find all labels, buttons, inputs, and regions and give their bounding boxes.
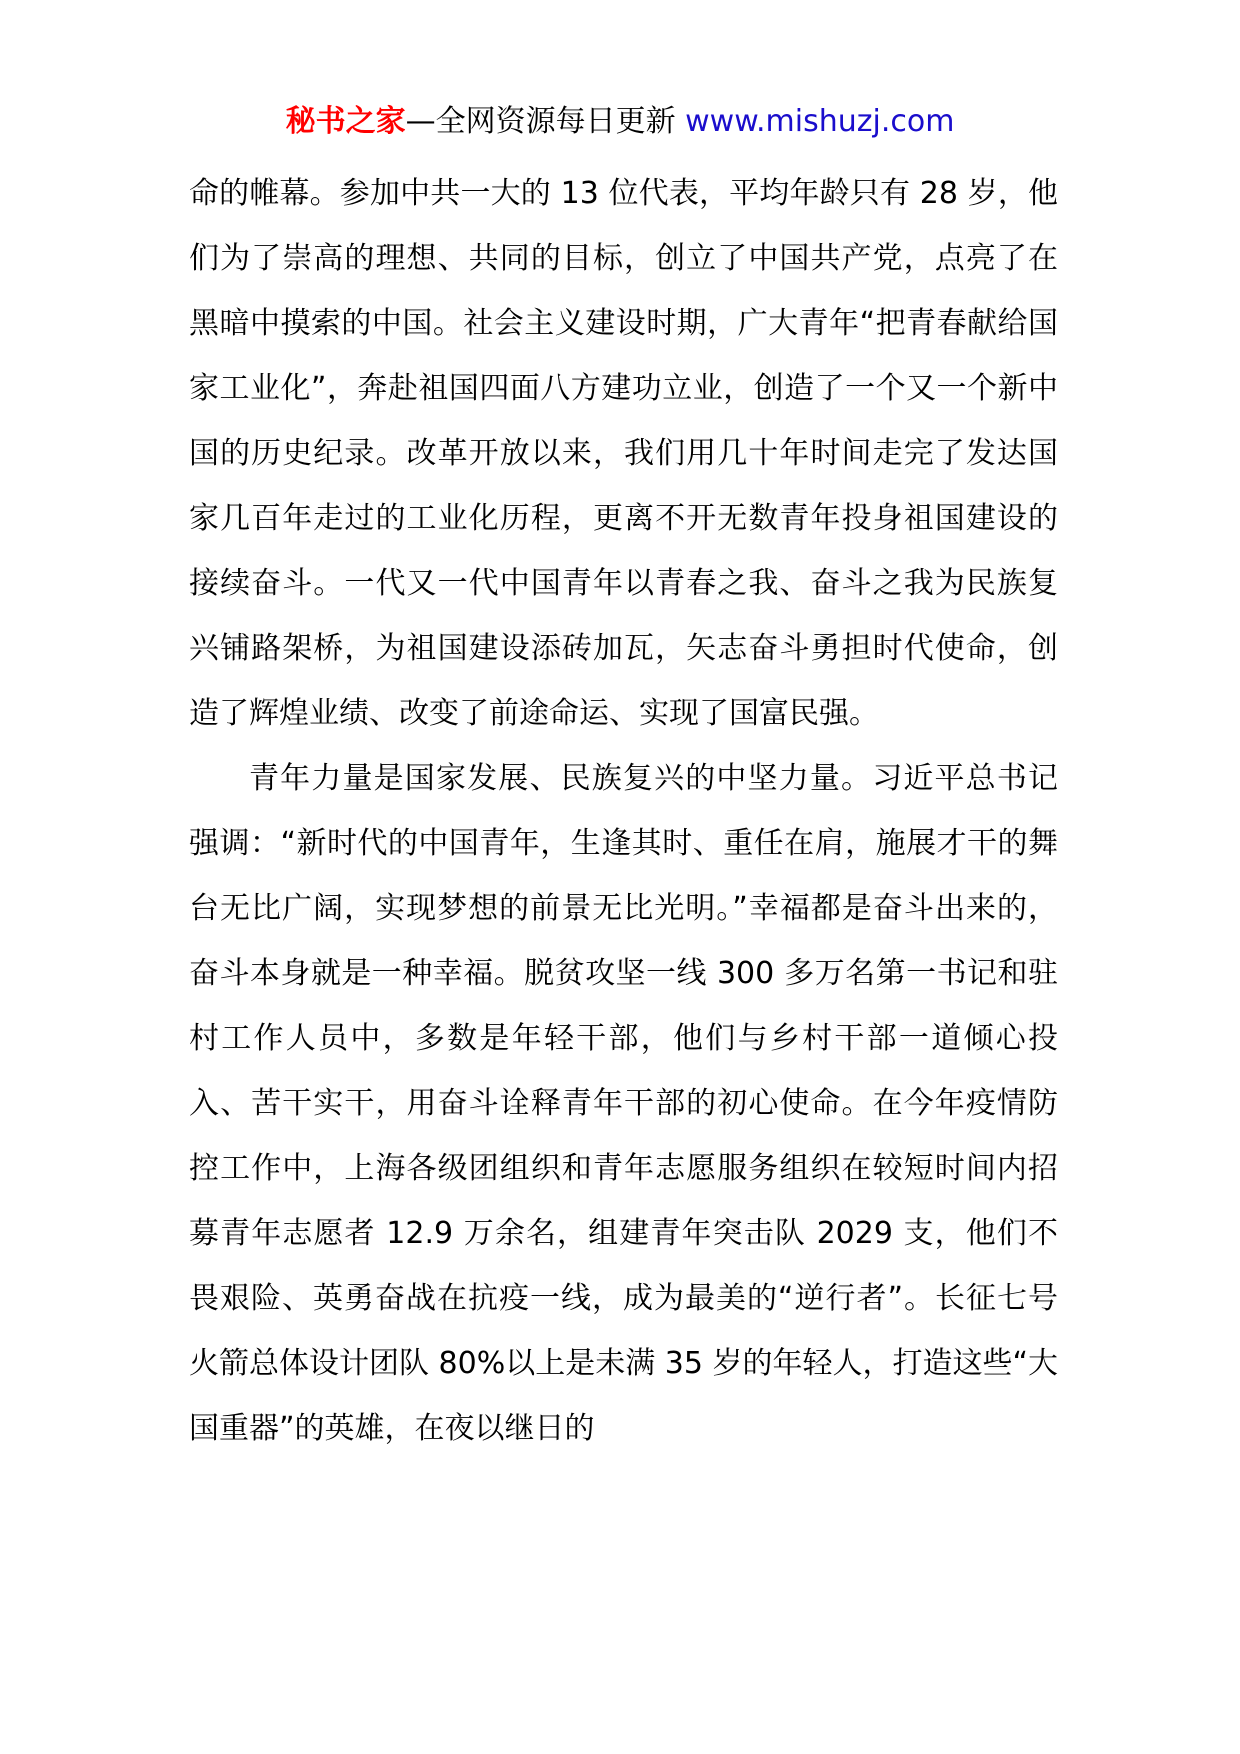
- document-body: [189, 161, 1058, 1461]
- site-url-link[interactable]: www.mishuzj.com: [685, 104, 955, 139]
- paragraph-continuation: 命的帷幕。参加中共一大的 13 位代表，平均年龄只有 28 岁，他们为了崇高的理想、共同的目标，创立了中国共产党，点亮了在黑暗中摸索的中国。社会主义建设时期，广大青年“把青春献给国家工业化”，奔赴祖国四面八方建功立业，创造了一个又一个新中国的历史纪录。改革开放以来，我们用几十年时间走完了发达国家几百年走过的工业化历程，更离不开无数青年投身祖国建设的接续奋斗。一代又一代中国青年以青春之我、奋斗之我为民族复兴铺路架桥，为祖国建设添砖加瓦，矢志奋斗勇担时代使命，创造了辉煌业绩、改变了前途命运、实现了国富民强。: [189, 176, 1058, 731]
- brand-name: 秘书之家: [285, 104, 406, 139]
- page-header: [0, 102, 1240, 142]
- paragraph-youth-strength: 青年力量是国家发展、民族复兴的中坚力量。习近平总书记强调：“新时代的中国青年，生逢其时、重任在肩，施展才干的舞台无比广阔，实现梦想的前景无比光明。”幸福都是奋斗出来的，奋斗本身就是一种幸福。脱贫攻坚一线 300 多万名第一书记和驻村工作人员中，多数是年轻干部，他们与乡村干部一道倾心投入、苦干实干，用奋斗诠释青年干部的初心使命。在今年疫情防控工作中，上海各级团组织和青年志愿服务组织在较短时间内招募青年志愿者 12.9 万余名，组建青年突击队 2029 支，他们不畏艰险、英勇奋战在抗疫一线，成为最美的“逆行者”。长征七号火箭总体设计团队 80%以上是未满 35 岁的年轻人，打造这些“大国重器”的英雄，在夜以继日的: [189, 761, 1059, 1446]
- header-tagline: —全网资源每日更新: [405, 104, 686, 139]
